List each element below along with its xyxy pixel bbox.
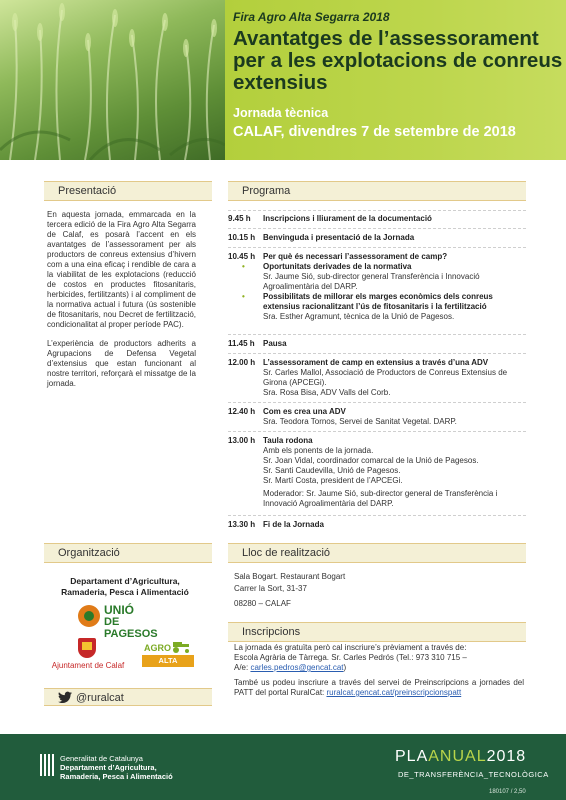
- venue-line: 08280 – CALAF: [234, 599, 291, 608]
- dept-line: Departament d’Agricultura,: [70, 576, 180, 586]
- speaker: Sr. Joan Vidal, coordinador comarcal de la Unió de Pagesos.: [263, 456, 479, 465]
- registration-text: Escola Agrària de Tàrrega. Sr. Carles Pedrós (Tel.: 973 310 715 –: [234, 653, 467, 662]
- time: 10.15 h: [228, 233, 256, 242]
- divider: [228, 515, 526, 516]
- item-title: Inscripcions i lliurament de la documentació: [263, 214, 432, 223]
- document-reference: 180107 / 2,50: [489, 789, 526, 795]
- speaker: Sr. Martí Costa, president de l’APCEGi.: [263, 476, 403, 485]
- item-title: Pausa: [263, 339, 287, 348]
- gen-line: Generalitat de Catalunya: [60, 754, 143, 763]
- ruralcat-link[interactable]: ruralcat.gencat.cat/preinscripcionspatt: [326, 688, 462, 697]
- plan-year: 2018: [486, 748, 527, 765]
- item-title: L’assessorament de camp en extensius a través d’una ADV: [263, 358, 489, 367]
- section-title: Inscripcions: [242, 626, 301, 638]
- item-title: Fi de la Jornada: [263, 520, 324, 529]
- registration-text: La jornada és gratuïta però cal inscriure’s prèviament a través de:: [234, 643, 467, 652]
- dept-line: Ramaderia, Pesca i Alimentació: [61, 587, 189, 597]
- speaker: Sr. Jaume Sió, sub-director general Transferència i Innovació Agroalimentària del DARP.: [263, 272, 480, 291]
- event-date: CALAF, divendres 7 de setembre de 2018: [233, 124, 516, 140]
- bullet-item: [242, 292, 525, 322]
- pla-anual-logo: [395, 748, 526, 766]
- divider: [228, 402, 526, 403]
- portal-text: També us podeu inscriure a través del servei de Preinscripcions a jornades del PATT del portal RuralCat:: [234, 678, 524, 697]
- event-type: Jornada tècnica: [233, 106, 329, 120]
- bullet-icon: •: [242, 262, 245, 271]
- item-title: Benvinguda i presentació de la Jornada: [263, 233, 415, 242]
- speaker: Sra. Teodora Tornos, Servei de Sanitat Vegetal. DARP.: [263, 417, 457, 426]
- logo-text: Ajuntament de Calaf: [51, 661, 125, 670]
- gen-line: Ramaderia, Pesca i Alimentació: [60, 772, 173, 781]
- item-title: Taula rodona: [263, 436, 313, 445]
- gen-line: Departament d’Agricultura,: [60, 763, 157, 772]
- shield-icon: [78, 638, 96, 658]
- logo-text: UNIÓ: [104, 603, 134, 617]
- time: 13.30 h: [228, 520, 256, 529]
- speaker: Sr. Santi Caudevilla, Unió de Pagesos.: [263, 466, 401, 475]
- unio-emblem-icon: [78, 605, 100, 627]
- presentation-text: [47, 210, 196, 398]
- speaker: Sra. Rosa Bisa, ADV Valls del Corb.: [263, 388, 391, 397]
- venue-info: [234, 571, 524, 610]
- header: [0, 0, 566, 160]
- plan-subtitle: DE_TRANSFERÈNCIA_TECNOLÒGICA: [398, 770, 549, 779]
- footer: [0, 734, 566, 800]
- divider: [228, 247, 526, 248]
- ajuntament-calaf-logo: [48, 638, 128, 672]
- time: 9.45 h: [228, 214, 251, 223]
- bullet-icon: •: [242, 292, 245, 301]
- registration-email-line: [234, 663, 524, 673]
- bullet-title: Oportunitats derivades de la normativa: [263, 262, 412, 271]
- divider: [228, 334, 526, 335]
- section-header-lloc: [228, 543, 526, 563]
- time: 12.00 h: [228, 358, 256, 367]
- section-title: Programa: [242, 185, 291, 197]
- venue-line: Sala Bogart. Restaurant Bogart: [234, 572, 346, 581]
- bullet-title: Possibilitats de millorar els marges econòmics dels conreus extensius racionalitzant l’ús de fitosanitaris i la fertilització: [263, 292, 493, 311]
- agro-alta-segarra-logo: [142, 640, 194, 677]
- registration-info: [234, 643, 524, 698]
- time: 11.45 h: [228, 339, 255, 348]
- logo-text: DE PAGESOS: [104, 616, 158, 640]
- department-name: [40, 576, 210, 598]
- email-suffix: ): [343, 663, 347, 672]
- page-title: Avantatges de l’assessorament per a les explotacions de conreus extensius: [233, 27, 563, 94]
- moderator: Moderador: Sr. Jaume Sió, sub-director general de Transferència i Innovació Agroalimentària del DARP.: [263, 489, 498, 508]
- time: 12.40 h: [228, 407, 256, 416]
- generalitat-name: [60, 754, 173, 781]
- logo-text: AGRO: [144, 643, 171, 653]
- item-title: Per què és necessari l’assessorament de camp?: [263, 252, 448, 261]
- divider: [228, 431, 526, 432]
- divider: [228, 210, 526, 211]
- unio-de-pagesos-logo: [78, 603, 168, 640]
- twitter-link[interactable]: [44, 688, 212, 706]
- venue-line: Carrer la Sort, 31-37: [234, 584, 307, 593]
- item-title: Com es crea una ADV: [263, 407, 346, 416]
- email-prefix: A/e:: [234, 663, 251, 672]
- plan-word: ANUAL: [428, 748, 487, 765]
- plan-word: PLA: [395, 748, 429, 765]
- registration-portal-text: [234, 678, 524, 698]
- speaker: Sr. Carles Mallol, Associació de Productors de Conreus Extensius de Girona (APCEGi).: [263, 368, 508, 387]
- divider: [228, 228, 526, 229]
- email-link[interactable]: carles.pedros@gencat.cat: [250, 663, 344, 672]
- fair-name: Fira Agro Alta Segarra 2018: [233, 10, 390, 24]
- paragraph: En aquesta jornada, emmarcada en la tercera edició de la Fira Agro Alta Segarra de Calaf, es posarà l’accent en els avantatges de l’assessorament per als productors de conreus extensius d’hivern com a una eina eficaç i rendible de cara a la viabilitat de les explotacions (reducció de costos en productes fitosanitaris, herbicides, fertilitzants) i al compliment de la normativa actual i futura (ús sostenible de fitosanitaris, nou Decret de fertilització, condicionalitat al proper període PAC).: [47, 210, 196, 329]
- section-title: Lloc de realització: [242, 547, 331, 559]
- divider: [228, 353, 526, 354]
- paragraph: L’experiència de productors adherits a Agrupacions de Defensa Vegetal d’extensius que estan funcionant al nostre territori, reforçarà el missatge de la jornada.: [47, 339, 196, 388]
- twitter-bird-icon: [58, 691, 72, 704]
- bullet-item: [242, 262, 525, 292]
- tractor-icon: [170, 640, 192, 653]
- section-title: Organització: [58, 547, 120, 559]
- speaker: Amb els ponents de la jornada.: [263, 446, 374, 455]
- speaker: Sra. Esther Agramunt, tècnica de la Unió de Pagesos.: [263, 312, 455, 321]
- title-banner: [225, 0, 566, 160]
- wheat-field-photo: [0, 0, 225, 160]
- time: 10.45 h: [228, 252, 256, 261]
- section-header-presentacio: [44, 181, 212, 201]
- time: 13.00 h: [228, 436, 256, 445]
- logo-text: ALTA SEGARRA: [142, 655, 194, 667]
- twitter-handle: @ruralcat: [76, 692, 124, 704]
- generalitat-logo-icon: [40, 754, 54, 776]
- section-header-organitzacio: [44, 543, 212, 563]
- section-header-inscripcions: [228, 622, 526, 642]
- section-header-programa: [228, 181, 526, 201]
- section-title: Presentació: [58, 185, 117, 197]
